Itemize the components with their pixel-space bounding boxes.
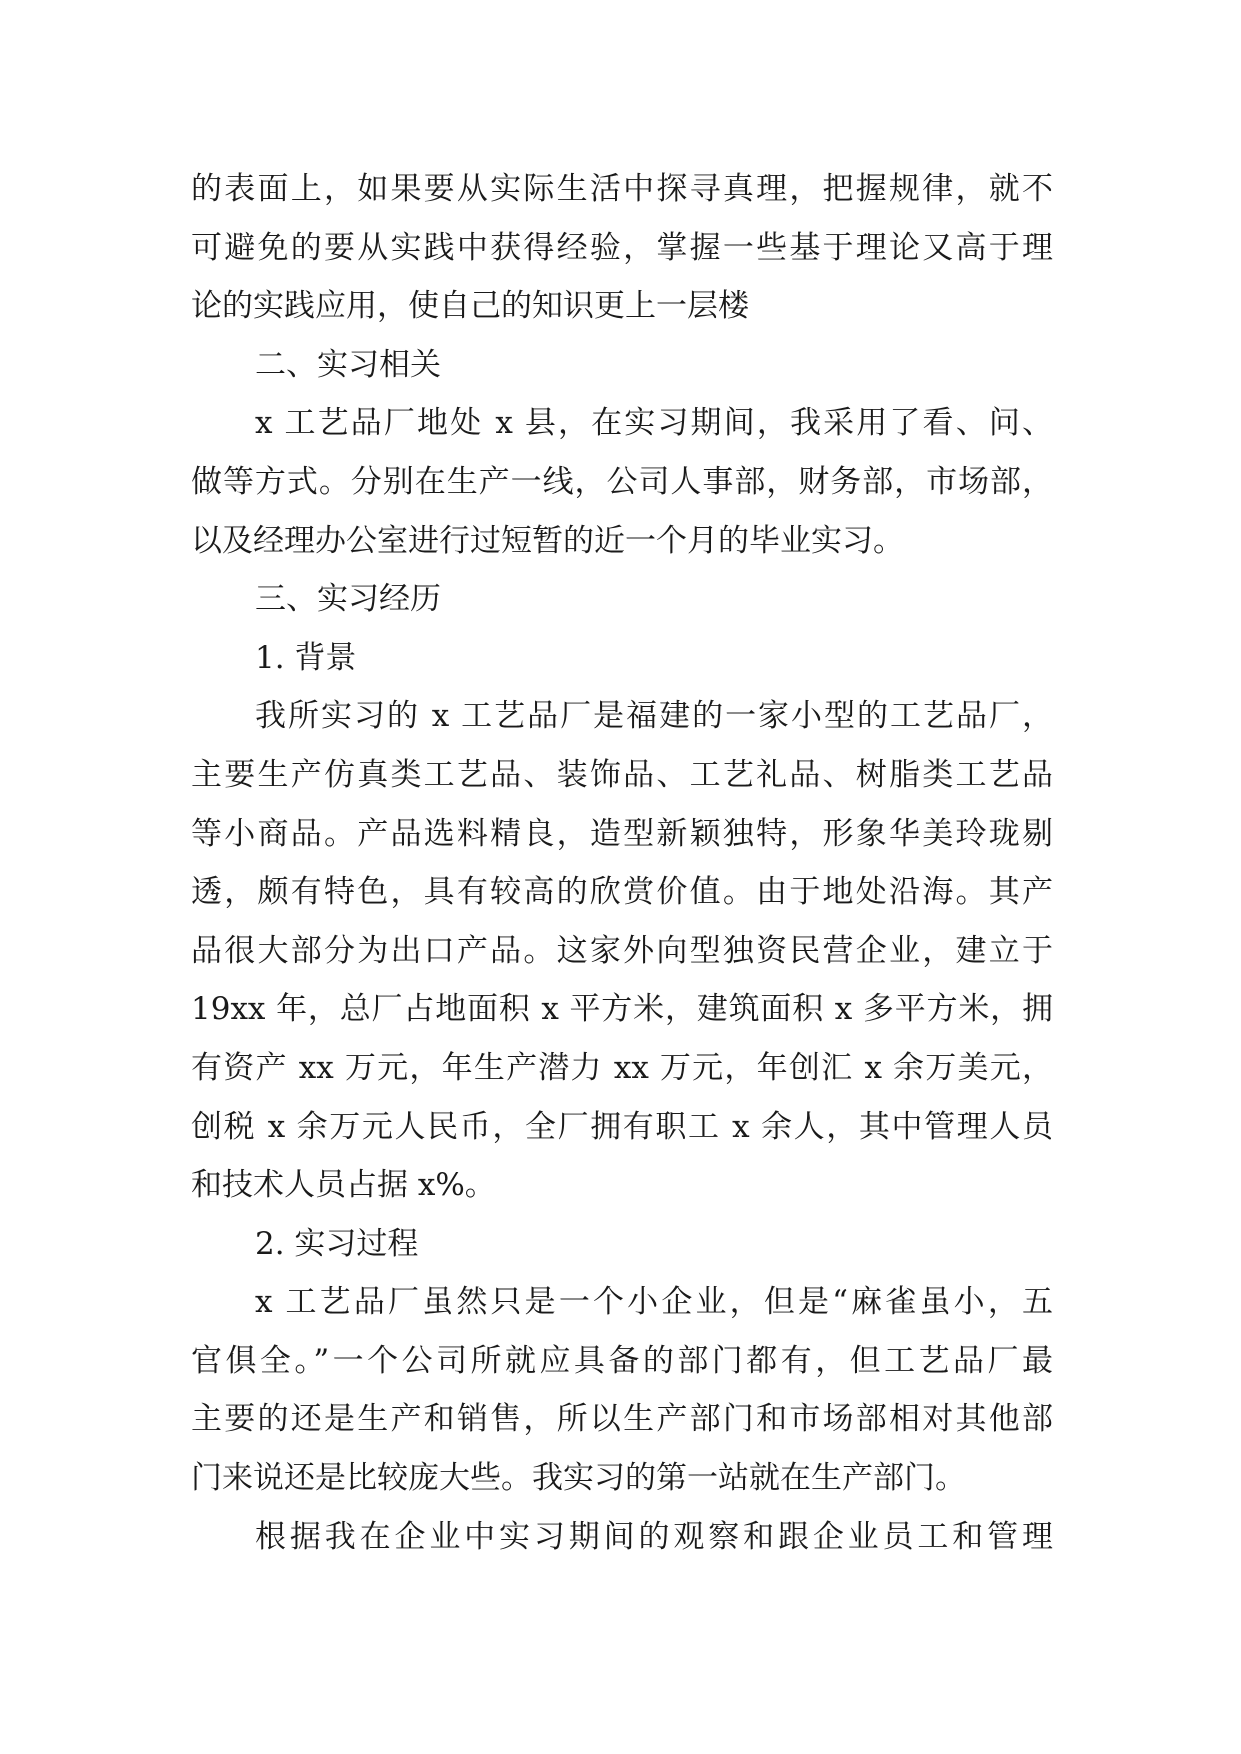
text-line: 创税 x 余万元人民币，全厂拥有职工 x 余人，其中管理人员 (191, 1108, 1053, 1145)
text-line: 官俱全。”一个公司所就应具备的部门都有，但工艺品厂最 (191, 1342, 1053, 1379)
text-line: 做等方式。分别在生产一线，公司人事部，财务部，市场部， (191, 463, 1053, 500)
text-line: 品很大部分为出口产品。这家外向型独资民营企业，建立于 (191, 932, 1053, 969)
text-line: 以及经理办公室进行过短暂的近一个月的毕业实习。 (191, 522, 904, 559)
document-body (191, 160, 1053, 1566)
text-line: 和技术人员占据 x%。 (191, 1167, 496, 1204)
text-line: 主要生产仿真类工艺品、装饰品、工艺礼品、树脂类工艺品 (191, 756, 1053, 793)
section-heading: 二、实习相关 (255, 346, 441, 383)
text-line: x 工艺品厂虽然只是一个小企业，但是“麻雀虽小，五 (255, 1284, 1053, 1321)
text-line: 有资产 xx 万元，年生产潜力 xx 万元，年创汇 x 余万美元， (191, 1049, 1053, 1086)
text-line: x 工艺品厂地处 x 县，在实习期间，我采用了看、问、 (255, 405, 1053, 442)
section-heading: 三、实习经历 (255, 581, 441, 618)
text-line: 门来说还是比较庞大些。我实习的第一站就在生产部门。 (191, 1460, 966, 1497)
subsection-heading: 1. 背景 (255, 639, 357, 676)
text-line: 根据我在企业中实习期间的观察和跟企业员工和管理 (255, 1518, 1053, 1555)
text-line: 我所实习的 x 工艺品厂是福建的一家小型的工艺品厂， (255, 698, 1053, 735)
text-line: 主要的还是生产和销售，所以生产部门和市场部相对其他部 (191, 1401, 1053, 1438)
text-line: 可避免的要从实践中获得经验，掌握一些基于理论又高于理 (191, 229, 1053, 266)
text-line: 19xx 年，总厂占地面积 x 平方米，建筑面积 x 多平方米，拥 (191, 991, 1053, 1028)
text-line: 等小商品。产品选料精良，造型新颖独特，形象华美玲珑剔 (191, 815, 1053, 852)
text-line: 论的实践应用，使自己的知识更上一层楼 (191, 288, 749, 325)
text-line: 的表面上，如果要从实际生活中探寻真理，把握规律，就不 (191, 171, 1053, 207)
text-line: 透，颇有特色，具有较高的欣赏价值。由于地处沿海。其产 (191, 874, 1053, 911)
subsection-heading: 2. 实习过程 (255, 1225, 419, 1262)
